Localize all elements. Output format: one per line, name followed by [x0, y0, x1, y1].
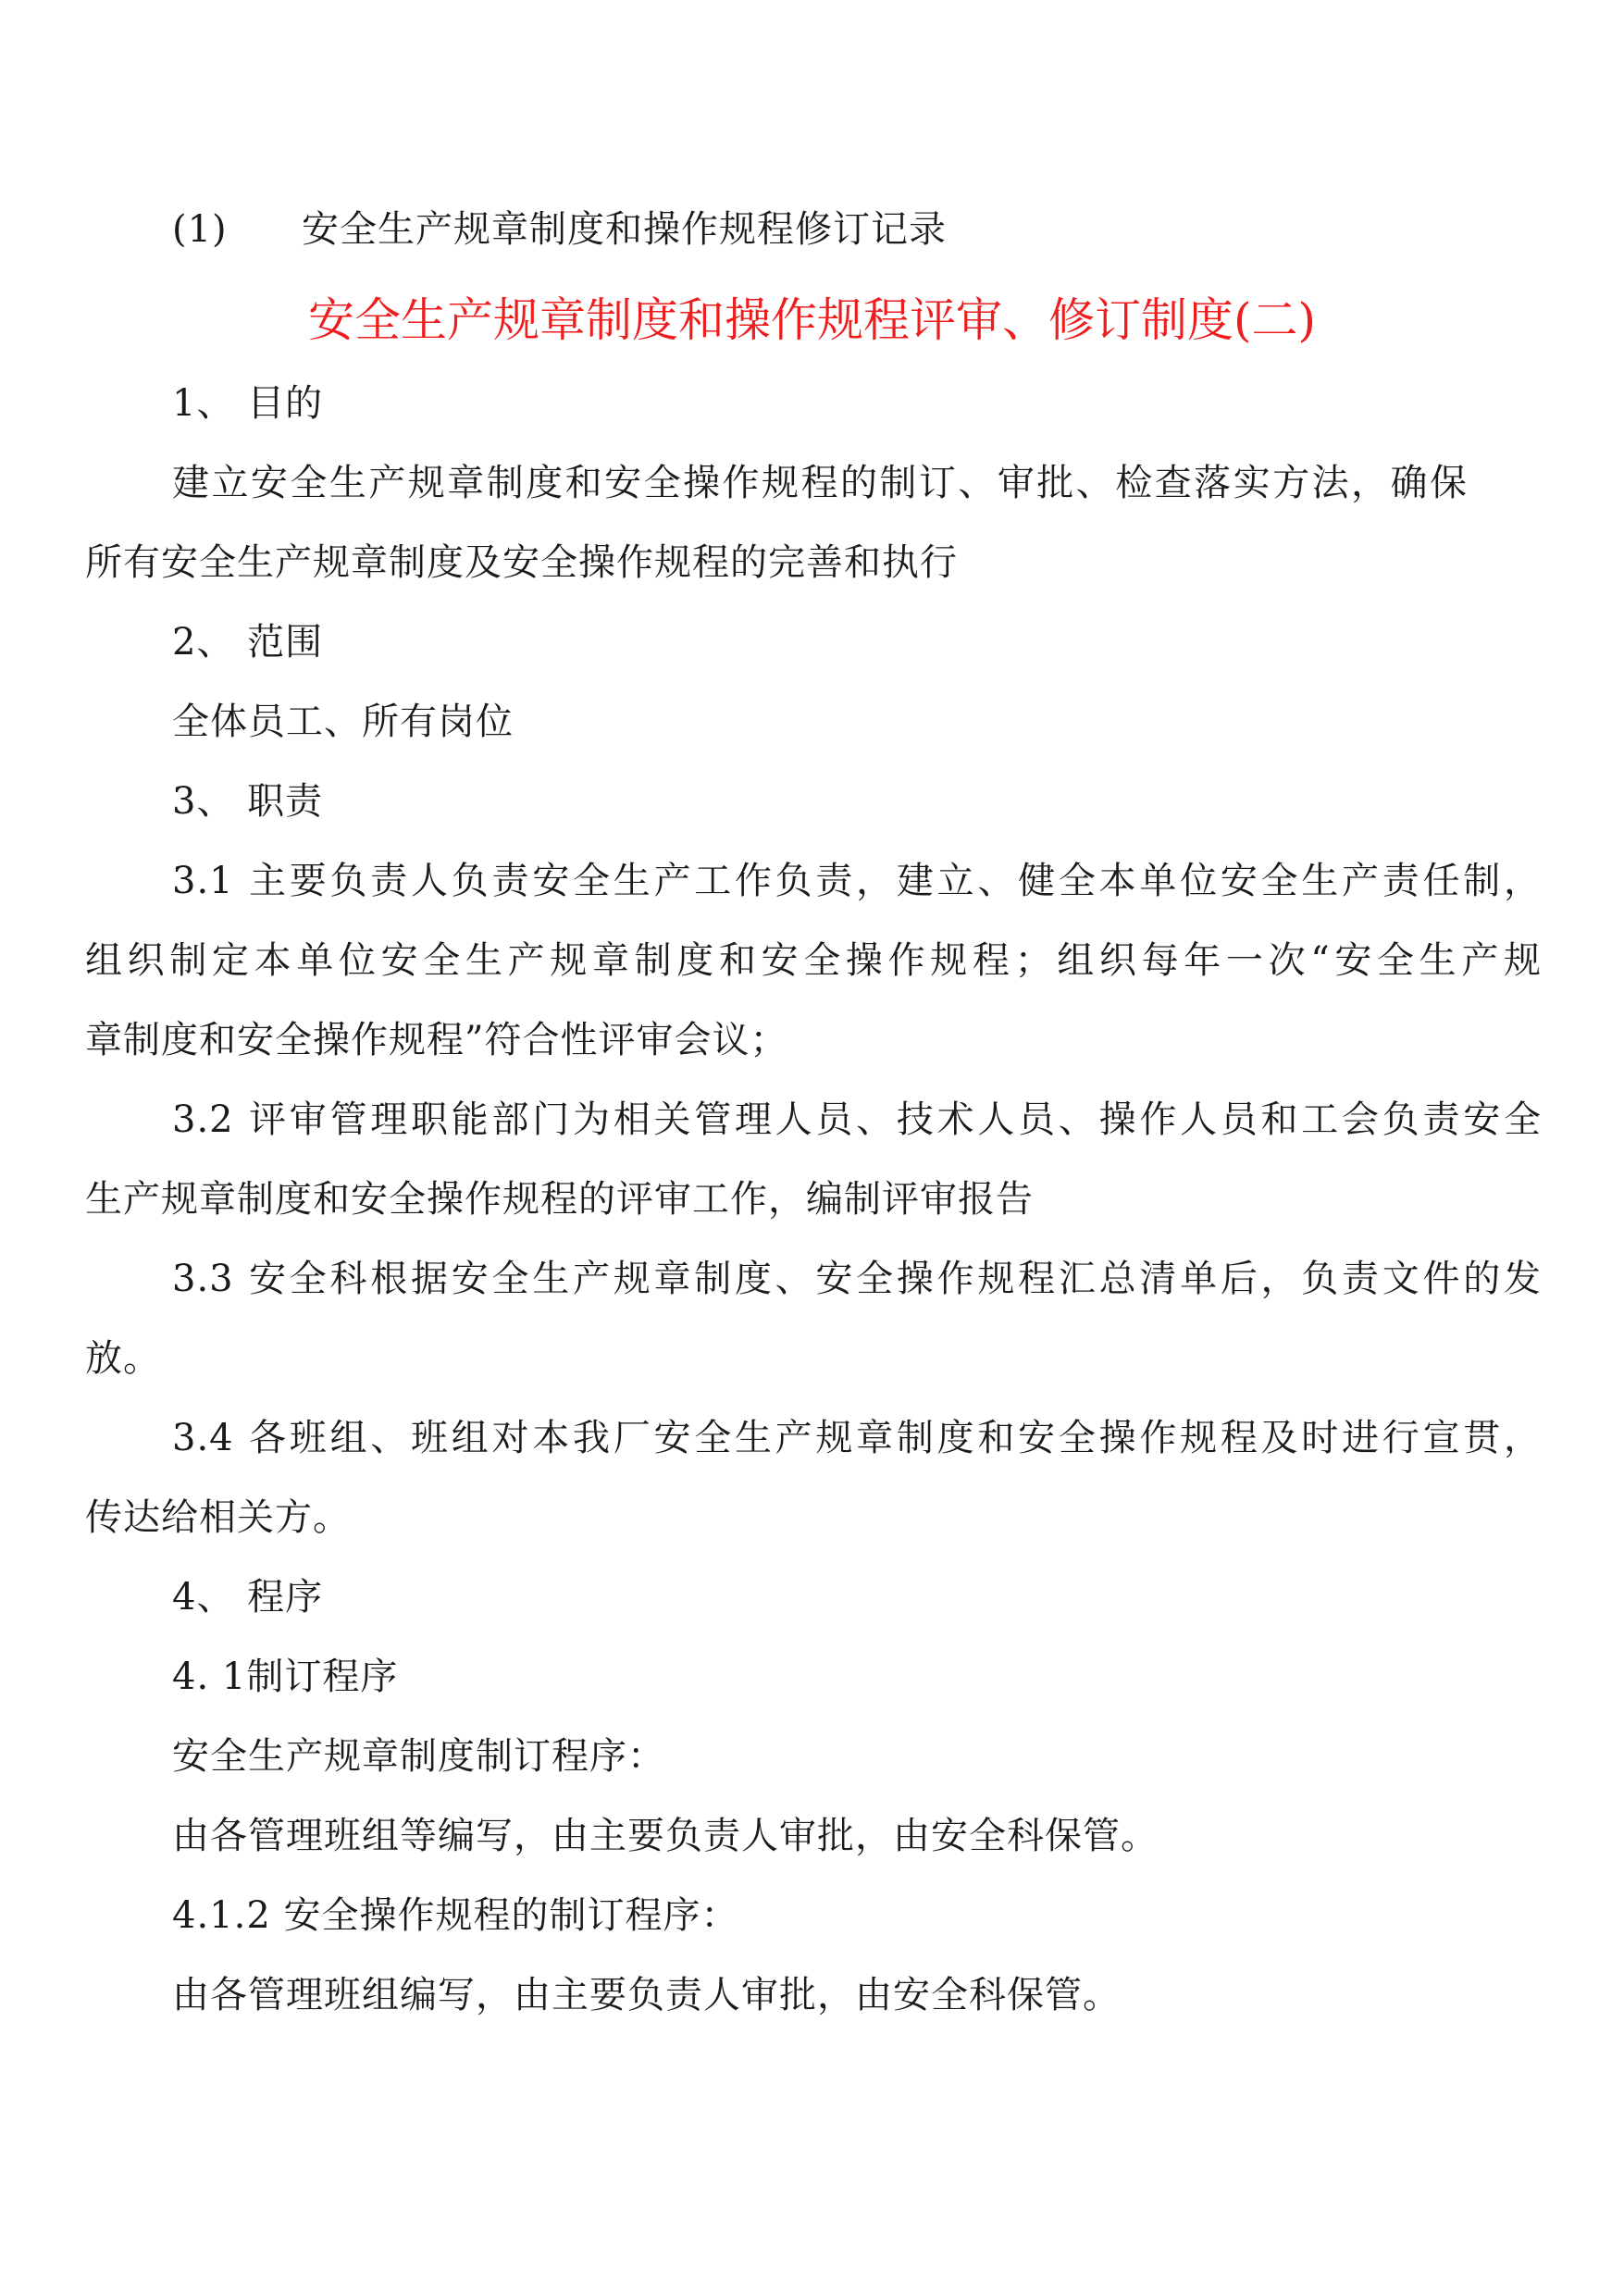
- paragraph-line: 放。: [85, 1337, 161, 1380]
- paragraph-line: 3.2 评审管理职能部门为相关管理人员、技术人员、操作人员和工会负责安全: [172, 1098, 1542, 1141]
- heading-responsibilities: 3、 职责: [172, 780, 324, 823]
- heading-scope: 2、 范围: [172, 621, 324, 664]
- intro-line: [172, 204, 947, 255]
- paragraph-line: 传达给相关方。: [85, 1496, 351, 1539]
- paragraph-line: 组织制定本单位安全生产规章制度和安全操作规程；组织每年一次“安全生产规: [85, 939, 1542, 982]
- subheading-line: 4.1.2 安全操作规程的制订程序：: [172, 1894, 739, 1937]
- intro-text: 安全生产规章制度和操作规程修订记录: [302, 208, 947, 251]
- paragraph-line: 所有安全生产规章制度及安全操作规程的完善和执行: [85, 541, 958, 584]
- paragraph-line: 章制度和安全操作规程”符合性评审会议；: [85, 1019, 788, 1061]
- intro-number: (1): [172, 208, 228, 251]
- paragraph-line: 建立安全生产规章制度和安全操作规程的制订、审批、检查落实方法，确保: [172, 462, 1468, 504]
- paragraph-line: 由各管理班组等编写，由主要负责人审批，由安全科保管。: [172, 1815, 1159, 1857]
- paragraph-line: 3.3 安全科根据安全生产规章制度、安全操作规程汇总清单后，负责文件的发: [172, 1258, 1542, 1300]
- document-title: 安全生产规章制度和操作规程评审、修订制度(二): [307, 293, 1316, 347]
- paragraph-line: 由各管理班组编写，由主要负责人审批，由安全科保管。: [172, 1974, 1121, 2016]
- subheading-line: 4. 1制订程序: [172, 1656, 399, 1698]
- heading-purpose: 1、 目的: [172, 382, 324, 425]
- paragraph-line: 3.4 各班组、班组对本我厂安全生产规章制度和安全操作规程及时进行宣贯，: [172, 1417, 1542, 1459]
- paragraph-line: 安全生产规章制度制订程序：: [172, 1735, 665, 1778]
- paragraph-line: 生产规章制度和安全操作规程的评审工作，编制评审报告: [85, 1178, 1034, 1221]
- paragraph-line: 全体员工、所有岗位: [172, 701, 514, 743]
- paragraph-line: 3.1 主要负责人负责安全生产工作负责，建立、健全本单位安全生产责任制，: [172, 860, 1542, 902]
- heading-procedure: 4、 程序: [172, 1576, 324, 1619]
